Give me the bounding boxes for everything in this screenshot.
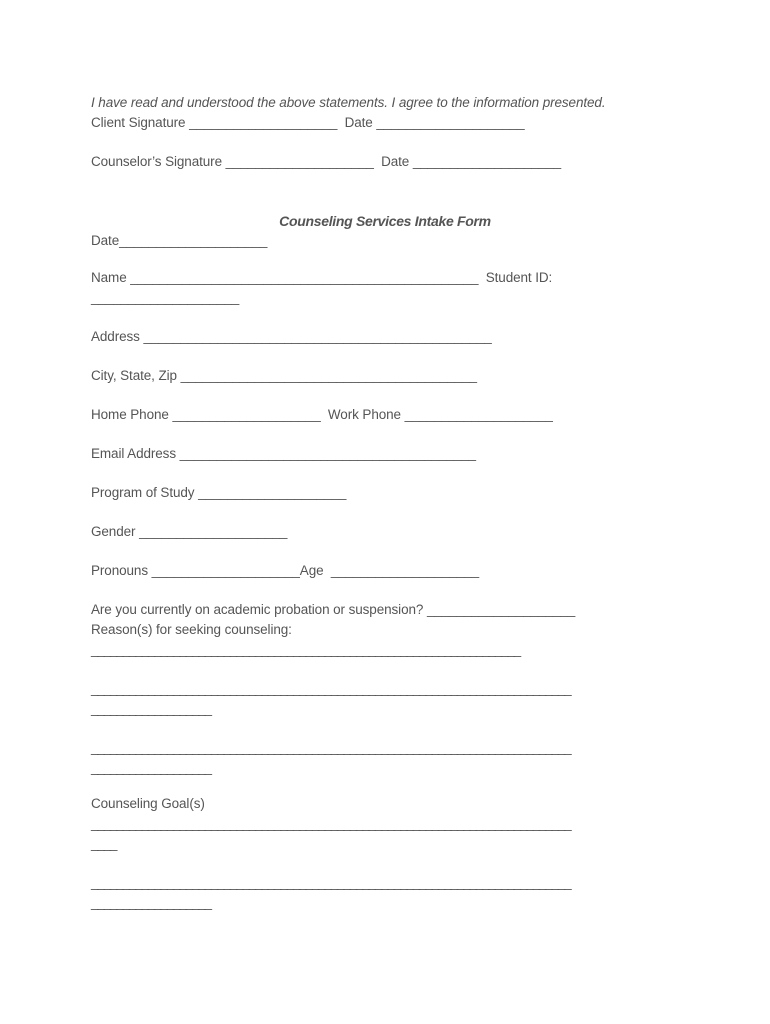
pronouns-age-field: Pronouns ____________________Age ____________________ [91, 563, 479, 578]
form-title: Counseling Services Intake Form [279, 213, 491, 229]
reasons-label: Reason(s) for seeking counseling: [91, 622, 292, 637]
reasons-blank-line: ____________________________________________________________________ [91, 642, 520, 657]
goals-blank-line: ____________________________________________________________________________ [91, 816, 571, 831]
name-student-id-field: Name _______________________________________________ Student ID: [91, 270, 553, 285]
phone-fields: Home Phone ____________________ Work Phone ____________________ [91, 407, 553, 422]
reasons-blank-line: ___________________ [91, 760, 211, 775]
client-signature-line: Client Signature ____________________ Date ____________________ [91, 115, 525, 130]
probation-question: Are you currently on academic probation or suspension? ____________________ [91, 602, 576, 617]
program-of-study-field: Program of Study ____________________ [91, 485, 347, 500]
city-state-zip-field: City, State, Zip ________________________________________ [91, 368, 477, 383]
reasons-blank-line: ___________________ [91, 701, 211, 716]
email-field: Email Address ________________________________________ [91, 446, 476, 461]
date-field: Date____________________ [91, 233, 268, 248]
reasons-blank-line: ____________________________________________________________________________ [91, 740, 571, 755]
agreement-statement: I have read and understood the above statements. I agree to the information presented. [91, 95, 606, 110]
gender-field: Gender ____________________ [91, 524, 288, 539]
goals-blank-line: ____________________________________________________________________________ [91, 875, 571, 890]
student-id-blank: ____________________ [91, 290, 240, 305]
address-field: Address _______________________________________________ [91, 329, 492, 344]
counselor-signature-line: Counselor’s Signature ____________________ Date ____________________ [91, 154, 562, 169]
goals-blank-line: ____ [91, 836, 117, 851]
goals-blank-line: ___________________ [91, 895, 211, 910]
goals-label: Counseling Goal(s) [91, 796, 205, 811]
reasons-blank-line: ____________________________________________________________________________ [91, 681, 571, 696]
